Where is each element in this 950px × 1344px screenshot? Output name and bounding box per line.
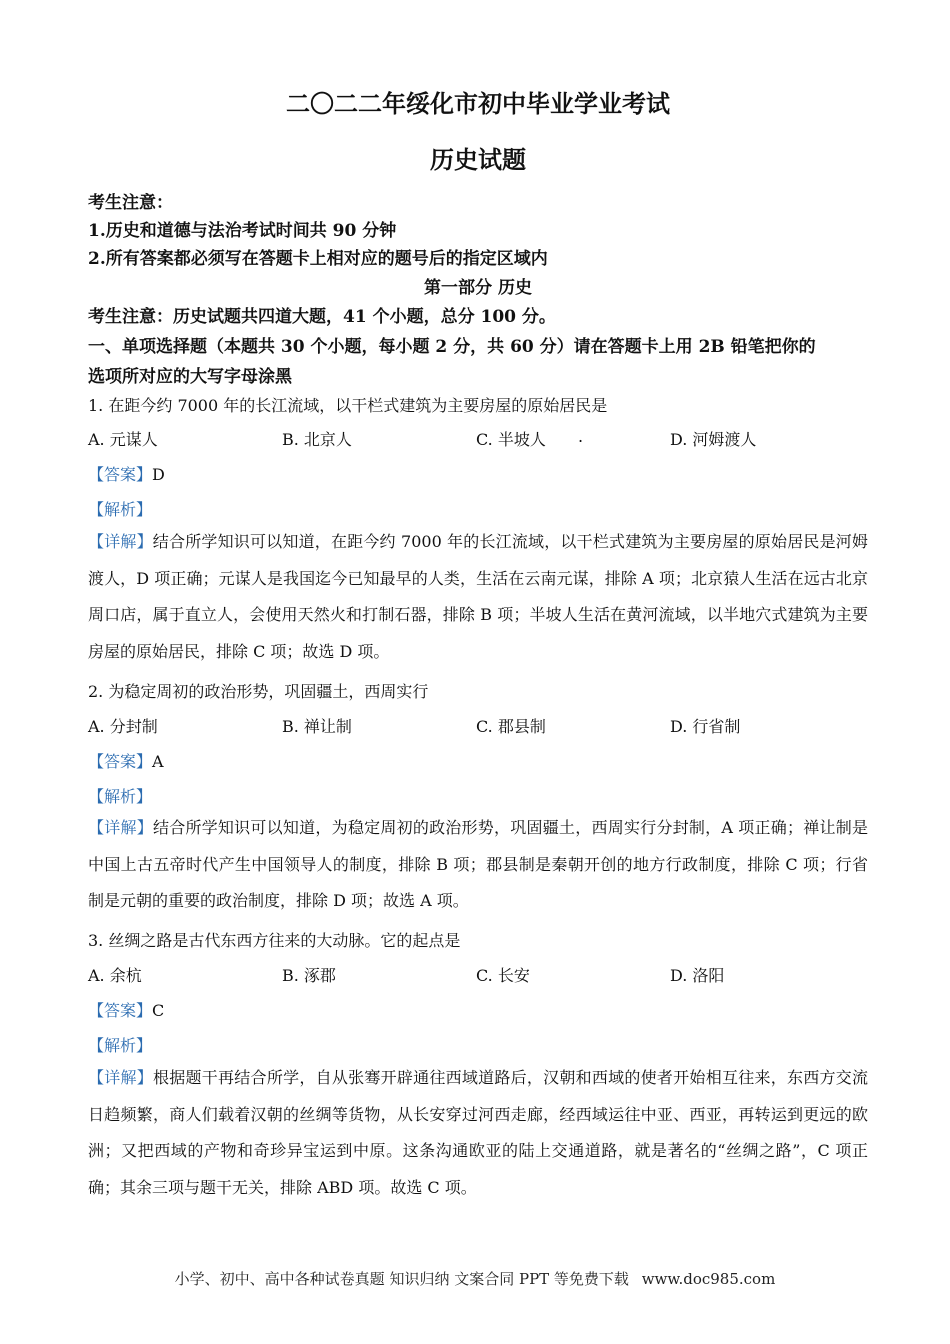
question-1-option-b: B. 北京人 xyxy=(282,430,352,449)
footer-text: 小学、初中、高中各种试卷真题 知识归纳 文案合同 PPT 等免费下载 xyxy=(174,1270,629,1288)
question-1-option-d: D. 河姆渡人 xyxy=(670,430,757,449)
page-footer xyxy=(0,1268,950,1289)
answer-value: D xyxy=(152,465,165,484)
question-2-answer xyxy=(88,749,164,772)
exam-title: 二〇二二年绥化市初中毕业学业考试 xyxy=(286,89,670,118)
question-1-stray-mark: . xyxy=(578,427,584,446)
question-1-option-c: C. 半坡人 xyxy=(476,430,546,449)
detail-text: 结合所学知识可以知道，为稳定周初的政治形势，巩固疆土，西周实行分封制，A 项正确；禅让制是中国上古五帝时代产生中国领导人的制度，排除 B 项；郡县制是秦朝开创的地方行政制度，排除 C 项；行省制是元朝的重要的政治制度，排除 D 项；故选 A 项。 xyxy=(88,818,868,910)
question-3-option-a: A. 余杭 xyxy=(88,966,142,985)
question-2-analysis-label: 【解析】 xyxy=(88,787,153,806)
question-2-stem: 2. 为稳定周初的政治形势，巩固疆土，西周实行 xyxy=(88,682,429,701)
answer-value: C xyxy=(152,1001,165,1020)
notice-item-2: 2.所有答案都必须写在答题卡上相对应的题号后的指定区域内 xyxy=(88,249,548,269)
question-3-stem: 3. 丝绸之路是古代东西方往来的大动脉。它的起点是 xyxy=(88,931,461,950)
question-3-detail xyxy=(88,1060,868,1206)
question-2-option-a: A. 分封制 xyxy=(88,717,158,736)
question-2-option-d: D. 行省制 xyxy=(670,717,741,736)
question-3-option-b: B. 涿郡 xyxy=(282,966,336,985)
footer-url[interactable]: www.doc985.com xyxy=(641,1270,776,1288)
question-2-detail xyxy=(88,810,868,920)
question-1-answer xyxy=(88,462,165,485)
question-1-option-a: A. 元谋人 xyxy=(88,430,158,449)
detail-label: 【详解】 xyxy=(88,818,153,837)
question-1-stem: 1. 在距今约 7000 年的长江流域，以干栏式建筑为主要房屋的原始居民是 xyxy=(88,396,608,415)
detail-text: 结合所学知识可以知道，在距今约 7000 年的长江流域，以干栏式建筑为主要房屋的原始居民是河姆渡人，D 项正确；元谋人是我国迄今已知最早的人类，生活在云南元谋，排除 A 项；北京猿人生活在远古北京周口店，属于直立人，会使用天然火和打制石器，排除 B 项；半坡人生活在黄河流域，以半地穴式建筑为主要房屋的原始居民，排除 C 项；故选 D 项。 xyxy=(88,532,868,661)
part-title: 第一部分 历史 xyxy=(424,278,532,298)
subject-title: 历史试题 xyxy=(430,145,526,174)
detail-text: 根据题干再结合所学，自从张骞开辟通往西域道路后，汉朝和西域的使者开始相互往来，东西方交流日趋频繁，商人们载着汉朝的丝绸等货物，从长安穿过河西走廊，经西域运往中亚、西亚，再转运到更远的欧洲；又把西域的产物和奇珍异宝运到中原。这条沟通欧亚的陆上交通道路，就是著名的“丝绸之路”，C 项正确；其余三项与题干无关，排除 ABD 项。故选 C 项。 xyxy=(88,1068,868,1197)
detail-label: 【详解】 xyxy=(88,532,153,551)
section-heading-line2: 选项所对应的大写字母涂黑 xyxy=(88,367,292,387)
section-heading-line1: 一、单项选择题（本题共 30 个小题，每小题 2 分，共 60 分）请在答题卡上用 2B 铅笔把你的 xyxy=(88,337,816,357)
question-3-option-d: D. 洛阳 xyxy=(670,966,725,985)
notice-heading: 考生注意： xyxy=(88,193,173,213)
answer-label: 【答案】 xyxy=(88,1001,153,1020)
answer-label: 【答案】 xyxy=(88,465,153,484)
question-3-answer xyxy=(88,998,164,1021)
part-note: 考生注意：历史试题共四道大题，41 个小题，总分 100 分。 xyxy=(88,307,556,327)
question-2-option-b: B. 禅让制 xyxy=(282,717,352,736)
question-1-detail xyxy=(88,524,868,670)
notice-item-1: 1.历史和道德与法治考试时间共 90 分钟 xyxy=(88,221,397,241)
answer-value: A xyxy=(152,752,164,771)
answer-label: 【答案】 xyxy=(88,752,153,771)
question-2-option-c: C. 郡县制 xyxy=(476,717,546,736)
question-1-analysis-label: 【解析】 xyxy=(88,500,153,519)
question-3-analysis-label: 【解析】 xyxy=(88,1036,153,1055)
detail-label: 【详解】 xyxy=(88,1068,154,1087)
question-3-option-c: C. 长安 xyxy=(476,966,530,985)
